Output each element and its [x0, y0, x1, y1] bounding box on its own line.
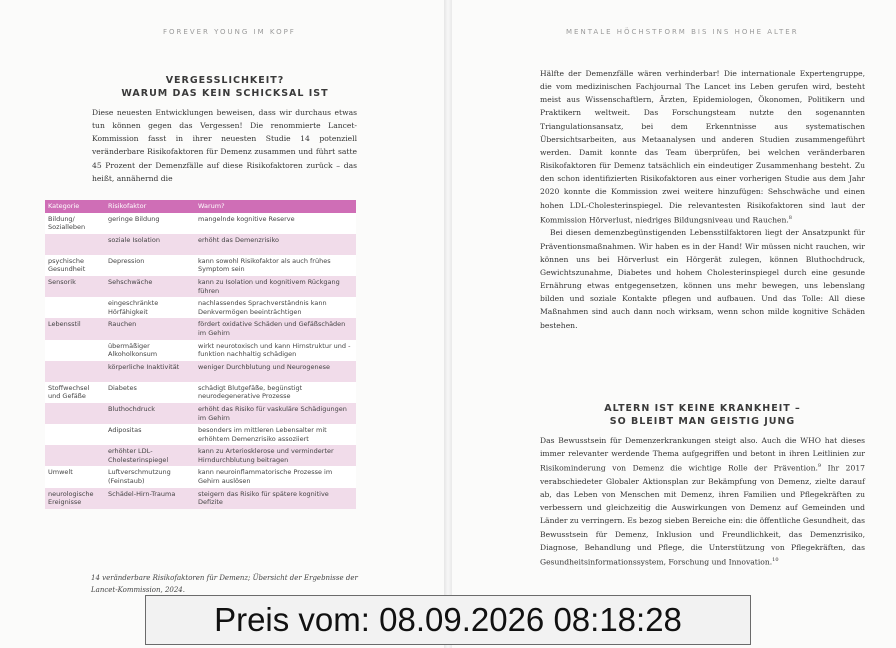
table-caption: 14 veränderbare Risikofaktoren für Demenz; Übersicht der Ergebnisse der Lancet-Kommission, 2024. — [91, 574, 358, 594]
table-row — [45, 340, 356, 361]
cell-kategorie — [45, 445, 105, 466]
cell-warum: kann neuroinflammatorische Prozesse im Gehirn auslösen — [195, 466, 356, 487]
cell-warum: fördert oxidative Schäden und Gefäßschäden im Gehirn — [195, 318, 356, 339]
cell-risikofaktor: körperliche Inaktivität — [105, 361, 195, 382]
cell-warum: kann zu Arteriosklerose und verminderter Hirndurchblutung beitragen — [195, 445, 356, 466]
body-text-bottom — [540, 434, 865, 569]
cell-kategorie — [45, 340, 105, 361]
cell-risikofaktor: eingeschränkte Hörfähigkeit — [105, 297, 195, 318]
cell-kategorie — [45, 424, 105, 445]
paragraph-praevention: Bei diesen demenzbegünstigenden Lebensstilfaktoren liegt der Ansatzpunkt für Präventionsmaßnahmen. Wir haben es in der Hand! Wir müssen nicht rauchen, wir können uns bei Hörverlust ein Hörgerät zulegen, können Bluthochdruck, Gewichtszunahme, Diabetes und hohem Cholesterinspiegel durch eine gesunde Ernährung etwas entgegensetzen, können uns mehr bewegen, uns lebenslang bilden und soziale Kontakte pflegen und aufbauen. Und das Tolle: All diese Maßnahmen sind auch dann noch wirksam, wenn schon milde kognitive Schäden bestehen. — [540, 228, 865, 330]
table-row — [45, 234, 356, 255]
cell-kategorie — [45, 234, 105, 255]
table-row — [45, 403, 356, 424]
paragraph-lancet — [540, 67, 865, 226]
cell-kategorie: psychische Gesundheit — [45, 255, 105, 276]
cell-kategorie: Sensorik — [45, 276, 105, 297]
left-page — [0, 0, 444, 648]
cell-warum: kann zu Isolation und kognitivem Rückgang führen — [195, 276, 356, 297]
cell-risikofaktor: geringe Bildung — [105, 213, 195, 234]
cell-kategorie — [45, 403, 105, 424]
footnote-ref-9: 9 — [817, 463, 822, 470]
table-row — [45, 424, 356, 445]
header-warum: Warum? — [195, 200, 356, 213]
table-body — [45, 213, 356, 509]
table-row — [45, 466, 356, 487]
cell-risikofaktor: soziale Isolation — [105, 234, 195, 255]
cell-kategorie — [45, 297, 105, 318]
footnote-ref-8: 8 — [788, 214, 792, 221]
cell-kategorie: Lebensstil — [45, 318, 105, 339]
title-line-2: SO BLEIBT MAN GEISTIG JUNG — [609, 416, 796, 427]
cell-warum: mangelnde kognitive Reserve — [195, 213, 356, 234]
cell-risikofaktor: Adipositas — [105, 424, 195, 445]
cell-kategorie: neurologische Ereignisse — [45, 488, 105, 509]
intro-text: Diese neuesten Entwicklungen beweisen, dass wir durchaus etwas tun können gegen das Vergessen! Die renommierte Lancet-Kommission fasst in ihrer neuesten Studie 14 potenziell veränderbare Risikofaktoren für Demenz zusammen und führt satte 45 Prozent der Demenzfälle auf diese Risikofaktoren zurück – das heißt, annähernd die — [92, 108, 357, 183]
intro-paragraph — [92, 106, 357, 185]
table-row — [45, 361, 356, 382]
table-row — [45, 213, 356, 234]
cell-warum: kann sowohl Risikofaktor als auch frühes Symptom sein — [195, 255, 356, 276]
header-kategorie: Kategorie — [45, 200, 105, 213]
right-page — [452, 0, 896, 648]
price-banner: Preis vom: 08.09.2026 08:18:28 — [145, 595, 751, 645]
cell-risikofaktor: Bluthochdruck — [105, 403, 195, 424]
cell-risikofaktor: Diabetes — [105, 382, 195, 403]
paragraph-lancet-text: Hälfte der Demenzfälle wären verhinderbar! Die internationale Expertengruppe, die vom medizinischen Fachjournal The Lancet ins Leben gerufen wird, besteht meist aus Wissenschaftlern, Ärzten, Epidemiologen, Ökonomen, Politikern und Praktikern weltweit. Das Forschungsteam nutzte den sogenannten Triangulationsansatz, bei dem Erkenntnisse aus systematischen Übersichtsarbeiten, aus Metaanalysen und anderen Studien zusammengeführt werden. Damit konnte das Team überprüfen, bei welchen veränderbaren Risikofaktoren für Demenz tatsächlich ein eindeutiger Zusammenhang besteht. Zu den schon identifizierten Risikofaktoren aus einer vorherigen Studie aus dem Jahr 2020 konnte die Kommission zwei weitere hinzufügen: Sehschwäche und einen hohen LDL-Cholesterinspiegel. Die relevantesten Risikofaktoren sind laut der Kommission Hörverlust, niedriges Bildungsniveau und Rauchen. — [540, 69, 865, 225]
section-title-vergesslichkeit — [60, 74, 390, 100]
table-row — [45, 255, 356, 276]
body-text-top — [540, 67, 865, 332]
cell-warum: steigern das Risiko für spätere kognitive Defizite — [195, 488, 356, 509]
header-risikofaktor: Risikofaktor — [105, 200, 195, 213]
table-row — [45, 382, 356, 403]
section-title-altern — [540, 402, 865, 428]
cell-risikofaktor: Rauchen — [105, 318, 195, 339]
cell-kategorie: Stoffwechsel und Gefäße — [45, 382, 105, 403]
title-line-1: ALTERN IST KEINE KRANKHEIT – — [604, 403, 801, 414]
cell-risikofaktor: Luftverschmutzung (Feinstaub) — [105, 466, 195, 487]
cell-warum: schädigt Blutgefäße, begünstigt neurodegenerative Prozesse — [195, 382, 356, 403]
cell-warum: erhöht das Risiko für vaskuläre Schädigungen im Gehirn — [195, 403, 356, 424]
cell-warum: besonders im mittleren Lebensalter mit erhöhtem Demenzrisiko assoziiert — [195, 424, 356, 445]
cell-risikofaktor: erhöhter LDL-Cholesterinspiegel — [105, 445, 195, 466]
running-head-right: MENTALE HÖCHSTFORM BIS INS HOHE ALTER — [566, 28, 799, 36]
table-row — [45, 297, 356, 318]
cell-kategorie — [45, 361, 105, 382]
footnote-ref-10: 10 — [772, 556, 779, 563]
paragraph-who-text-b: Ihr 2017 verabschiedeter Globaler Aktionsplan zur Bekämpfung von Demenz, zielte darauf ab, das Leben von Menschen mit Demenz, ihren Familien und Pflegekräften zu verbessern und gleichzeitig die Auswirkungen von Demenz auf Gemeinden und Länder zu verringern. Es bezog sieben Bereiche ein: die öffentliche Gesundheit, das Bewusstsein für Demenz, Inklusion und Freundlichkeit, das Demenzrisiko, Diagnose, Behandlung und Pflege, die Unterstützung von Pflegekräften, das Gesundheitsinformationssystem, Forschung und Innovation. — [540, 463, 865, 567]
cell-warum: wirkt neurotoxisch und kann Hirnstruktur und -funktion nachhaltig schädigen — [195, 340, 356, 361]
cell-risikofaktor: Depression — [105, 255, 195, 276]
cell-risikofaktor: Sehschwäche — [105, 276, 195, 297]
risk-factor-table — [45, 200, 356, 509]
table-row — [45, 276, 356, 297]
table-row — [45, 445, 356, 466]
cell-risikofaktor: übermäßiger Alkoholkonsum — [105, 340, 195, 361]
cell-kategorie: Bildung/ Sozialleben — [45, 213, 105, 234]
book-gutter — [444, 0, 452, 648]
running-head-left: FOREVER YOUNG IM KOPF — [163, 28, 296, 36]
title-line-2: WARUM DAS KEIN SCHICKSAL IST — [121, 88, 329, 99]
cell-warum: erhöht das Demenzrisiko — [195, 234, 356, 255]
cell-kategorie: Umwelt — [45, 466, 105, 487]
paragraph-who-text-a: Das Bewusstsein für Demenzerkrankungen steigt also. Auch die WHO hat dieses immer relevanter werdende Thema aufgegriffen und betont in ihren Leitlinien zur Risikominderung von Demenz die wichtige Rolle der Prävention. — [540, 436, 865, 473]
title-line-1: VERGESSLICHKEIT? — [165, 75, 285, 86]
table-row — [45, 318, 356, 339]
cell-risikofaktor: Schädel-Hirn-Trauma — [105, 488, 195, 509]
cell-warum: weniger Durchblutung und Neurogenese — [195, 361, 356, 382]
table-header-row — [45, 200, 356, 213]
paragraph-who — [540, 434, 865, 569]
cell-warum: nachlassendes Sprachverständnis kann Denkvermögen beeinträchtigen — [195, 297, 356, 318]
table-row — [45, 488, 356, 509]
